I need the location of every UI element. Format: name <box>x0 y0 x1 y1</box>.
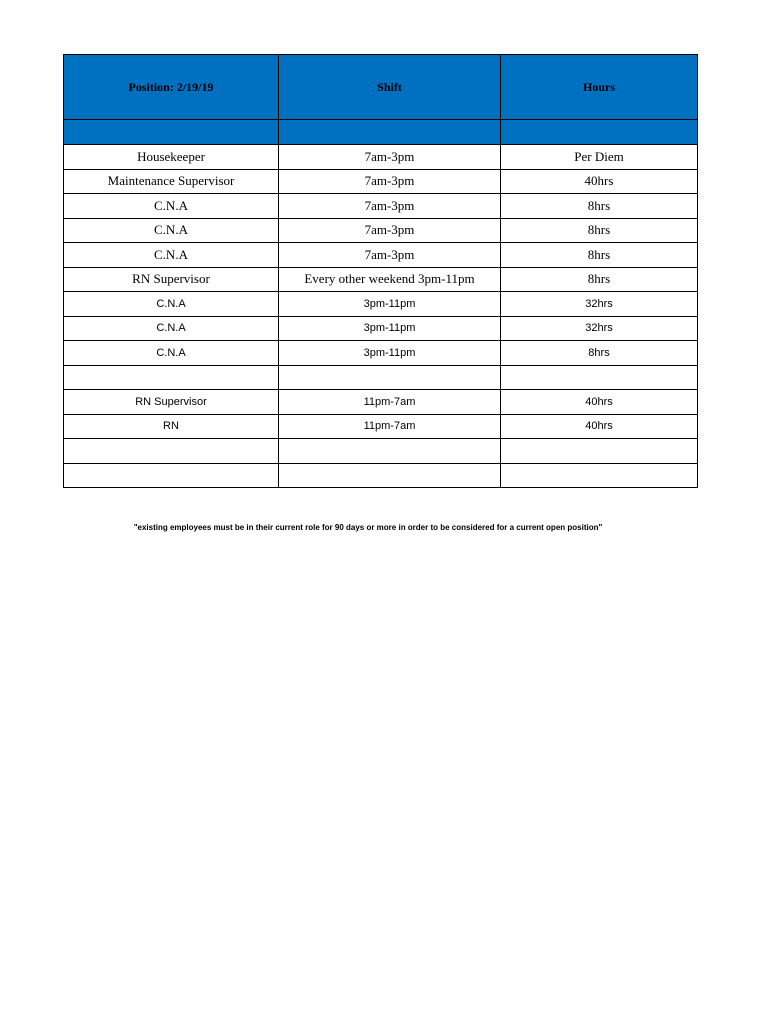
table-row <box>64 145 698 170</box>
shift-cell: 7am-3pm <box>279 145 501 170</box>
spacer-cell <box>64 120 279 145</box>
position-cell: C.N.A <box>64 218 279 243</box>
position-cell <box>64 439 279 464</box>
hours-cell: 8hrs <box>501 267 698 292</box>
position-cell: C.N.A <box>64 194 279 219</box>
table-row <box>64 341 698 366</box>
position-cell: RN Supervisor <box>64 267 279 292</box>
hours-cell <box>501 439 698 464</box>
eligibility-footnote: "existing employees must be in their current role for 90 days or more in order to be considered for a current open position" <box>133 523 603 532</box>
hours-cell: 8hrs <box>501 218 698 243</box>
position-cell: C.N.A <box>64 341 279 366</box>
hours-cell: 8hrs <box>501 243 698 268</box>
shift-cell <box>279 439 501 464</box>
shift-cell: 7am-3pm <box>279 243 501 268</box>
position-cell: Maintenance Supervisor <box>64 169 279 194</box>
table-row <box>64 267 698 292</box>
hours-cell: 32hrs <box>501 316 698 341</box>
table-row <box>64 439 698 464</box>
spacer-cell <box>501 120 698 145</box>
hours-column-header: Hours <box>501 55 698 120</box>
hours-cell: 32hrs <box>501 292 698 317</box>
position-cell <box>64 365 279 390</box>
shift-cell: 3pm-11pm <box>279 292 501 317</box>
table-row <box>64 243 698 268</box>
shift-cell: 7am-3pm <box>279 194 501 219</box>
position-cell: Housekeeper <box>64 145 279 170</box>
hours-cell: 40hrs <box>501 390 698 415</box>
table-row <box>64 194 698 219</box>
table-row <box>64 414 698 439</box>
hours-cell: Per Diem <box>501 145 698 170</box>
table-header-row <box>64 55 698 120</box>
position-cell: RN Supervisor <box>64 390 279 415</box>
table-row <box>64 365 698 390</box>
shift-cell: 3pm-11pm <box>279 316 501 341</box>
shift-cell: 11pm-7am <box>279 414 501 439</box>
shift-cell <box>279 463 501 488</box>
hours-cell <box>501 365 698 390</box>
table-row <box>64 169 698 194</box>
table-row <box>64 316 698 341</box>
position-cell: C.N.A <box>64 243 279 268</box>
hours-cell: 40hrs <box>501 169 698 194</box>
shift-cell: 11pm-7am <box>279 390 501 415</box>
position-column-header: Position: 2/19/19 <box>64 55 279 120</box>
hours-cell: 8hrs <box>501 194 698 219</box>
hours-cell: 40hrs <box>501 414 698 439</box>
shift-cell: Every other weekend 3pm-11pm <box>279 267 501 292</box>
spacer-cell <box>279 120 501 145</box>
shift-cell: 7am-3pm <box>279 218 501 243</box>
table-row <box>64 292 698 317</box>
table-row <box>64 218 698 243</box>
shift-cell <box>279 365 501 390</box>
table-row <box>64 390 698 415</box>
position-cell: RN <box>64 414 279 439</box>
shift-column-header: Shift <box>279 55 501 120</box>
hours-cell <box>501 463 698 488</box>
table-row <box>64 463 698 488</box>
position-cell: C.N.A <box>64 292 279 317</box>
shift-cell: 3pm-11pm <box>279 341 501 366</box>
position-cell: C.N.A <box>64 316 279 341</box>
open-positions-table <box>63 54 698 488</box>
hours-cell: 8hrs <box>501 341 698 366</box>
shift-cell: 7am-3pm <box>279 169 501 194</box>
position-cell <box>64 463 279 488</box>
header-spacer-row <box>64 120 698 145</box>
